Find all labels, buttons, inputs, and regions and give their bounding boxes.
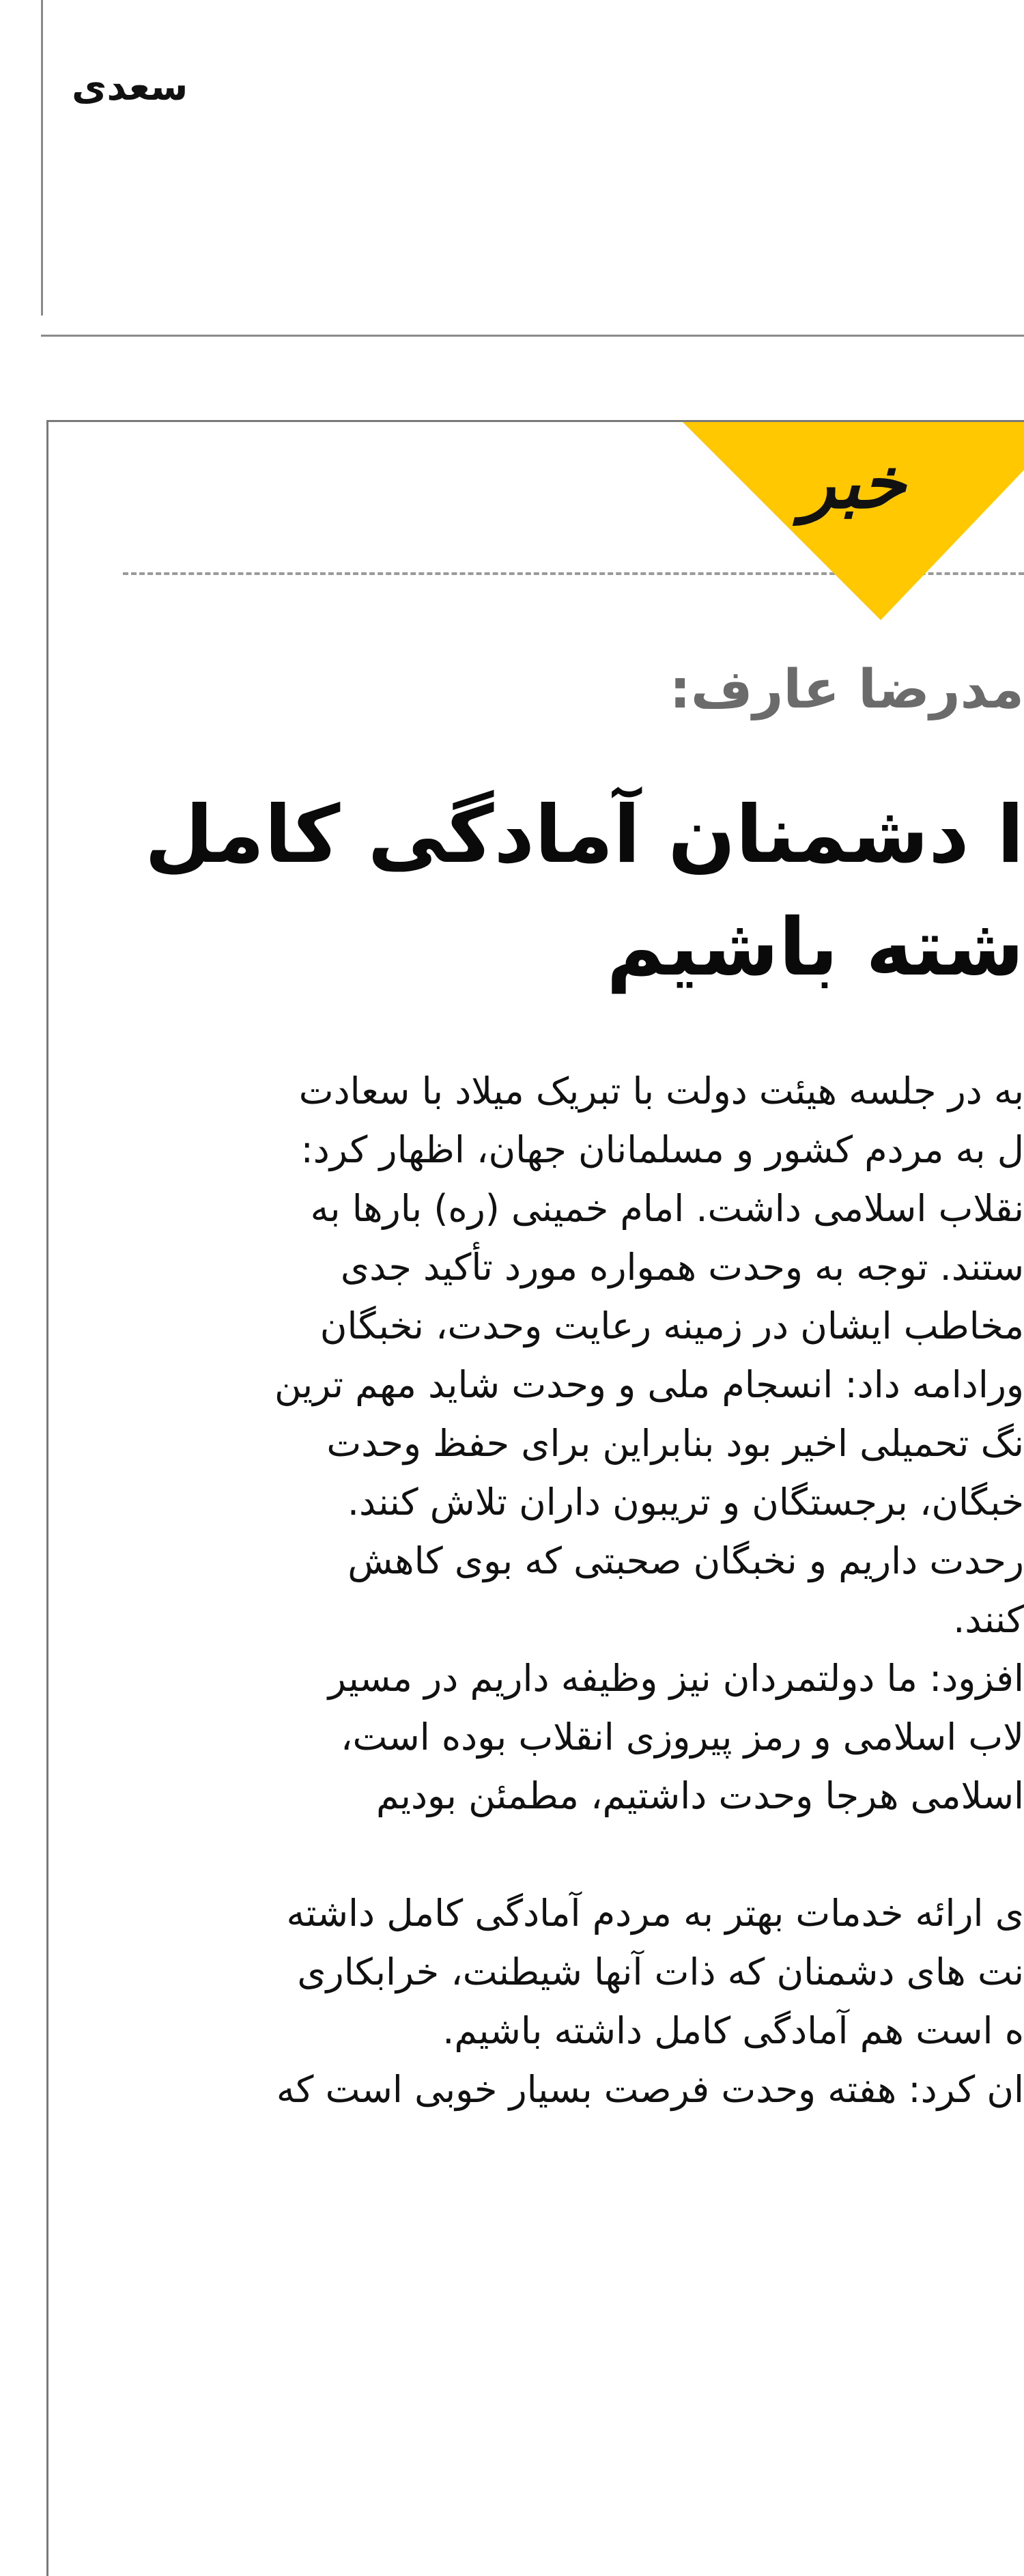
body-line: ستند. توجه به وحدت همواره مورد تأکید جدی [340,1246,1024,1289]
headline-line: ا دشمنان آمادگی کامل [144,789,1024,881]
paragraph-gap [85,1825,1024,1884]
article-body [85,1062,1024,2119]
body-line: خبگان، برجستگان و تریبون داران تلاش کنند. [347,1481,1024,1524]
body-line: افزود: ما دولتمردان نیز وظیفه داریم در مسیر [328,1657,1024,1700]
body-line: نگ تحمیلی اخیر بود بنابراین برای حفظ وحدت [326,1422,1024,1465]
section-divider [41,335,1024,337]
body-line: اسلامی هرجا وحدت داشتیم، مطمئن بودیم [375,1774,1024,1817]
columnist-name: سعدی [72,65,188,109]
body-line: مخاطب ایشان در زمینه رعایت وحدت، نخبگان [319,1304,1024,1347]
body-line: رحدت داریم و نخبگان صحبتی که بوی کاهش [347,1539,1024,1582]
article-kicker: مدرضا عارف: [669,659,1024,720]
body-line: ورادامه داد: انسجام ملی و وحدت شاید مهم ترین [274,1363,1024,1406]
body-line: ه است هم آمادگی کامل داشته باشیم. [442,2009,1024,2052]
body-line: لاب اسلامی و رمز پیروزی انقلاب بوده است، [341,1716,1024,1759]
news-badge [683,422,1024,620]
body-line: کنند. [953,1598,1024,1641]
body-line: به در جلسه هیئت دولت با تبریک میلاد با سعادت [298,1069,1024,1112]
body-line: ل به مردم کشور و مسلمانان جهان، اظهار کرد: [300,1128,1024,1171]
news-badge-label: خبر [801,441,906,524]
top-column-box [41,0,1024,316]
headline-line: شته باشیم [606,901,1024,994]
body-line: ی ارائه خدمات بهتر به مردم آمادگی کامل داشته [286,1892,1024,1935]
body-line: ان کرد: هفته وحدت فرصت بسیار خوبی است که [276,2068,1024,2111]
body-line: نقلاب اسلامی داشت. امام خمینی (ره) بارها به [310,1187,1024,1230]
body-line: نت های دشمنان که ذات آنها شیطنت، خرابکاری [297,1950,1024,1993]
article-headline [55,779,1024,1004]
